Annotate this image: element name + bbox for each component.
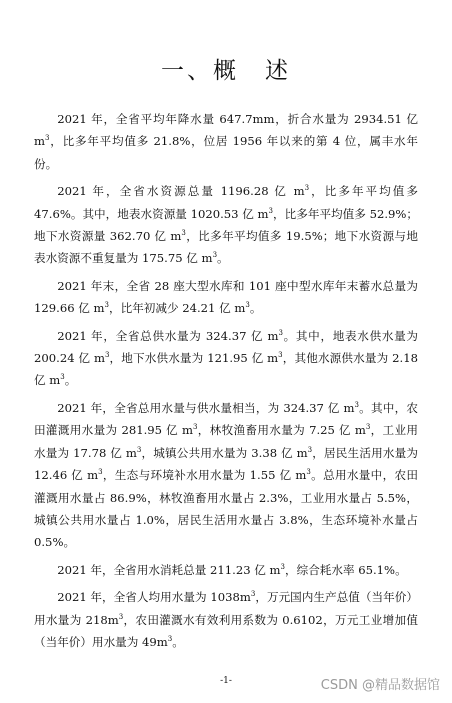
superscript: 3	[212, 251, 218, 260]
superscript: 3	[278, 351, 283, 360]
superscript: 3	[306, 468, 311, 477]
section-title: 一、概 述	[161, 58, 291, 84]
body-text	[34, 108, 418, 658]
text-run: ，生态与环境补水用水量为 1.55 亿 m	[102, 468, 307, 483]
superscript: 3	[250, 590, 256, 599]
superscript: 3	[104, 351, 110, 360]
text-run: ，居民生活用水量为 12.46 亿 m	[34, 445, 418, 483]
text-run: 2021 年，全省用水消耗总量 211.23 亿 m	[57, 562, 281, 577]
text-run: ，地下水供水量为 121.95 亿 m	[109, 351, 279, 366]
text-run: ，比多年平均值多 21.8%，位居 1956 年以来的第 4 位，属丰水年份。	[34, 134, 418, 171]
page-number: -1-	[220, 676, 232, 686]
text-run: 。	[249, 301, 262, 316]
text-run: ，综合耗水率 65.1%。	[285, 562, 407, 577]
text-run: 。	[172, 634, 184, 649]
superscript: 3	[104, 301, 109, 310]
watermark: CSDN @精品数据馆	[320, 678, 440, 693]
superscript: 3	[307, 445, 313, 454]
superscript: 3	[245, 301, 250, 310]
text-run: ，比年初减少 24.21 亿 m	[109, 301, 246, 316]
superscript: 3	[278, 328, 283, 337]
text-run: ，工业用水量为 17.78 亿 m	[34, 423, 418, 460]
paragraph-reservoirs	[34, 275, 418, 320]
text-run: ，其他水源供水量为 2.18 亿 m	[34, 351, 418, 388]
paragraph-water-resources	[34, 180, 418, 270]
superscript: 3	[280, 562, 285, 571]
text-run: ，比多年平均值多 19.5%；地下水资源与地表水资源不重复量为 175.75 亿 m	[34, 229, 418, 266]
text-run: 。总用水量中，农田灌溉用水量占 86.9%，林牧渔畜用水量占 2.3%，工业用水量占 5.5%，城镇公共用水量占 1.0%，居民生活用水量占 3.8%，生态环境补水量占 0.5%。	[34, 468, 418, 550]
superscript: 3	[45, 134, 50, 143]
text-run: 2021 年，全省总供水量为 324.37 亿 m	[57, 328, 279, 343]
text-run: ，比多年平均值多 47.6%。其中，地表水资源量 1020.53 亿 m	[34, 184, 418, 221]
text-run: 2021 年，全省人均用水量为 1038m	[57, 590, 251, 605]
paragraph-consumption	[34, 559, 418, 581]
superscript: 3	[181, 229, 186, 238]
superscript: 3	[354, 401, 359, 410]
superscript: 3	[365, 423, 371, 432]
text-run: 2021 年，全省水资源总量 1196.28 亿 m	[57, 184, 305, 199]
text-run: ，农田灌溉水有效利用系数为 0.6102，万元工业增加值（当年价）用水量为 49m	[34, 612, 418, 649]
text-run: 。	[64, 373, 77, 388]
text-run: 。	[217, 251, 229, 266]
text-run: 2021 年末，全省 28 座大型水库和 101 座中型水库年末蓄水总量为 129.66 亿 m	[34, 278, 418, 316]
superscript: 3	[268, 206, 274, 215]
superscript: 3	[304, 184, 310, 193]
text-run: ，比多年平均值多 52.9%；地下水资源量 362.70 亿 m	[34, 206, 418, 244]
text-run: 。其中，地表水供水量为 200.24 亿 m	[34, 328, 418, 366]
text-run: 。其中，农田灌溉用水量为 281.95 亿 m	[34, 400, 418, 438]
paragraph-efficiency	[34, 586, 418, 653]
paragraph-water-use	[34, 397, 418, 554]
text-run: ，城镇公共用水量为 3.38 亿 m	[141, 445, 308, 460]
text-run: 2021 年，全省平均年降水量 647.7mm，折合水量为 2934.51 亿 m	[34, 112, 418, 149]
superscript: 3	[98, 468, 103, 477]
text-run: ，林牧渔畜用水量为 7.25 亿 m	[197, 423, 366, 438]
paragraph-water-supply	[34, 325, 418, 392]
superscript: 3	[60, 373, 65, 382]
superscript: 3	[167, 635, 173, 644]
text-run: 2021 年，全省总用水量与供水量相当，为 324.37 亿 m	[57, 400, 355, 415]
text-run: ，万元国内生产总值（当年价）用水量为 218m	[34, 590, 418, 627]
paragraph-precipitation	[34, 108, 418, 175]
superscript: 3	[192, 423, 198, 432]
superscript: 3	[136, 445, 142, 454]
superscript: 3	[118, 612, 124, 621]
